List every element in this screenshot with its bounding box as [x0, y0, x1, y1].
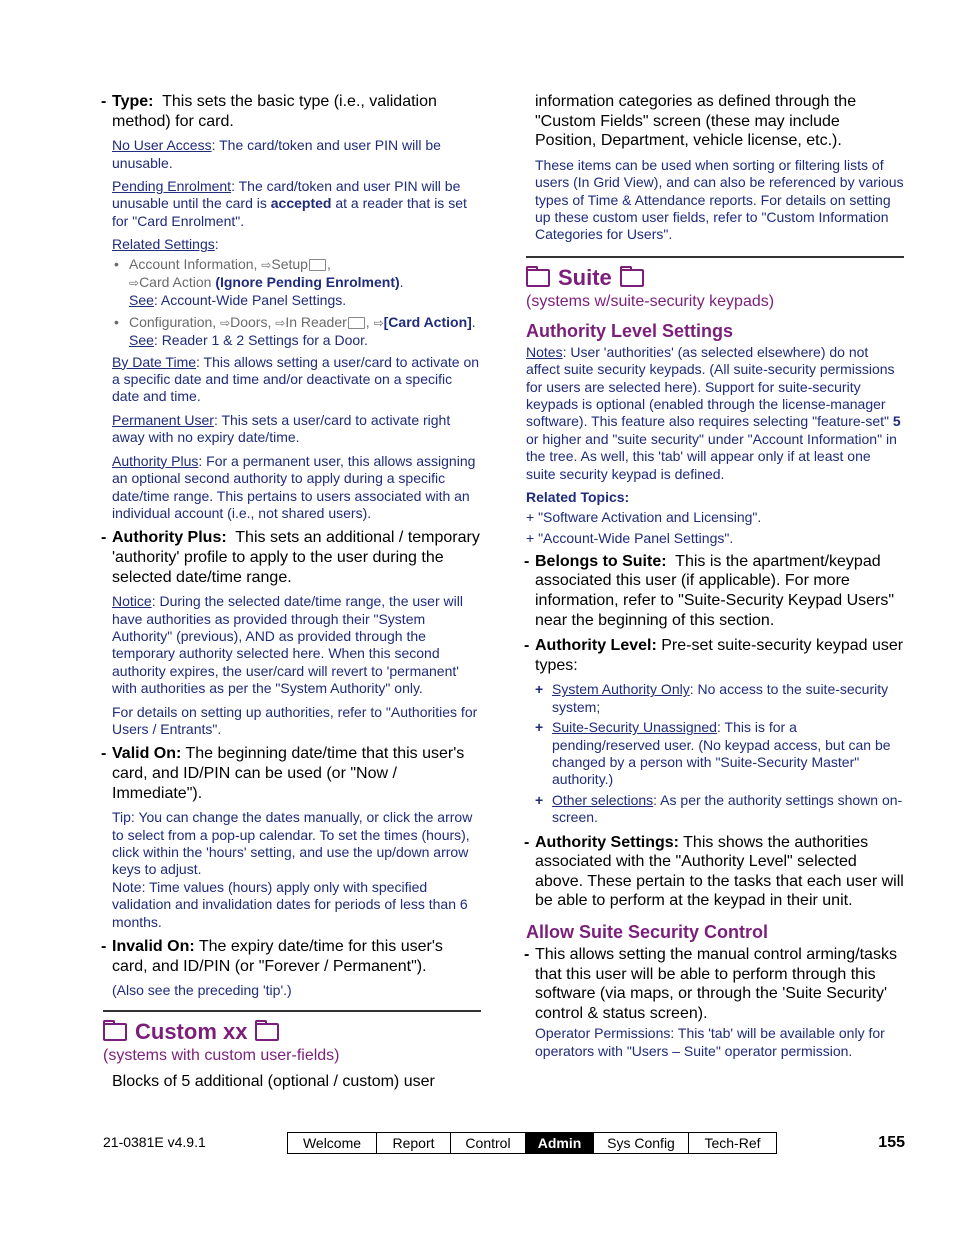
notes-note [526, 344, 904, 483]
authority-level-item: - Authority Level: Pre-set suite-security keypad user types: [524, 637, 904, 674]
nav-sys-config[interactable]: Sys Config [594, 1133, 689, 1153]
arrow-right-icon: ⇨ [373, 315, 384, 330]
allow-suite-item: - This allows setting the manual control arming/tasks that this user will be able to perform through this software (via maps, or through the 'Suite Security' control & status screen). [524, 946, 897, 1022]
valid-on-item: - Valid On: The beginning date/time that this user's card, and ID/PIN can be used (or "Now / Immediate"). [101, 745, 465, 802]
notes-text: : User 'authorities' (as selected elsewhere) do not affect suite security keypads. (All suite-security permissions for users are selected here). Support for suite-security keypads is optional (enabled through the license-manager software). This feature also requires selecting "feature-set" [526, 343, 895, 430]
arrow-right-icon: ⇨ [275, 315, 286, 330]
authority-plus-link[interactable]: Authority Plus [112, 452, 199, 469]
option-2-text: : This is for a pending/reserved user. (No keypad access, but can be changed by a person with "Suite-Security Master" authority.) [552, 719, 891, 788]
right-column [526, 92, 904, 1066]
arrow-right-icon: ⇨ [261, 257, 272, 272]
notice-note [112, 593, 481, 697]
type-label: Type: [112, 93, 154, 110]
custom-section-title [103, 1020, 481, 1044]
permanent-link[interactable]: Permanent User [112, 411, 214, 428]
rel1-see-link[interactable]: See [129, 292, 154, 309]
details-note: For details on setting up authorities, refer to "Authorities for Users / Entrants". [112, 703, 478, 737]
authority-plus-item: - Authority Plus: This sets an additional / temporary 'authority' profile to apply to the user during the selected date/time range. [101, 529, 480, 586]
arrow-right-icon: ⇨ [129, 276, 140, 291]
related-colon: : [214, 236, 219, 253]
section-divider [103, 1010, 481, 1012]
custom-text: Blocks of 5 additional (optional / custom) user [112, 1072, 435, 1090]
pending-text-2: at a reader that is set for "Card Enrolment". [112, 195, 467, 229]
related-topic-2[interactable]: + "Account-Wide Panel Settings". [526, 530, 734, 547]
authority-level-text: Pre-set suite-security keypad user types: [535, 637, 904, 674]
option-system-authority-only [535, 681, 904, 716]
page-number: 155 [878, 1134, 905, 1151]
authority-settings-item: - Authority Settings: This shows the authorities associated with the "Authority Level" selected above. These pertain to the tasks that each user will be able to perform at the keypad in their unit. [524, 833, 904, 910]
invalid-on-item: - Invalid On: The expiry date/time for this user's card, and ID/PIN (or "Forever / Permanent"). [101, 937, 443, 975]
suite-subtitle: (systems w/suite-security keypads) [526, 292, 775, 310]
by-date-note [112, 354, 481, 406]
section-divider [526, 256, 904, 258]
page-footer [103, 1132, 905, 1154]
related-item-2: • Configuration, ⇨Doors, ⇨In Reader , ⇨[Card Action]. See: Reader 1 & 2 Settings for a Door. [112, 314, 481, 350]
invalid-on-text: The expiry date/time for this user's card, and ID/PIN (or "Forever / Permanent"). [112, 937, 443, 975]
invalid-on-label: Invalid On: [112, 937, 195, 955]
rel1-text: Account Information, [129, 255, 262, 272]
authority-level-heading: Authority Level Settings [526, 320, 734, 341]
option-other-selections [535, 792, 904, 827]
notes-bold: 5 [892, 413, 901, 430]
arrow-right-icon: ⇨ [220, 315, 231, 330]
rel1-bold: (Ignore Pending Enrolment) [215, 274, 400, 291]
no-user-access-note [112, 137, 481, 172]
notes-link[interactable]: Notes [526, 343, 563, 360]
pending-note [112, 178, 481, 230]
also-see-note: (Also see the preceding 'tip'.) [112, 982, 292, 999]
folder-icon [620, 269, 644, 287]
related-settings-list [112, 256, 481, 350]
valid-on-text: The beginning date/time that this user's card, and ID/PIN can be used (or "Now / Immediate"). [112, 745, 465, 802]
notice-link[interactable]: Notice [112, 593, 152, 610]
folder-icon [309, 259, 326, 271]
authority-plus-note [112, 453, 481, 523]
folder-icon [103, 1023, 127, 1041]
permanent-text: : This sets a user/card to activate right away with no expiry date/time. [112, 411, 451, 446]
pending-link[interactable]: Pending Enrolment [112, 178, 232, 194]
folder-icon [348, 317, 365, 329]
nav-welcome[interactable]: Welcome [288, 1133, 377, 1153]
folder-icon [255, 1023, 279, 1041]
related-topics-heading: Related Topics: [526, 489, 630, 506]
rel1-setup: Setup [271, 255, 308, 272]
custom-continued-text: information categories as defined through the "Custom Fields" screen (these may include Position, Department, vehicle license, etc.). [535, 93, 857, 150]
option-3-text: : As per the authority settings shown on-screen. [552, 791, 903, 826]
option-3-link[interactable]: Other selections [552, 791, 654, 808]
option-suite-security-unassigned [535, 719, 904, 789]
related-topic-1[interactable]: + "Software Activation and Licensing". [526, 509, 762, 526]
rel2-see-text: : Reader 1 & 2 Settings for a Door. [153, 332, 368, 349]
suite-section-title [526, 266, 904, 290]
permanent-note [112, 412, 481, 447]
rel2-in-reader: In Reader [285, 313, 347, 330]
no-user-access-text: : The card/token and user PIN will be unusable. [112, 137, 441, 171]
authority-level-options [535, 681, 904, 826]
type-text: This sets the basic type (i.e., validation method) for card. [112, 93, 437, 130]
authority-plus-label: Authority Plus: [112, 529, 227, 547]
custom-subtitle: (systems with custom user-fields) [103, 1046, 340, 1064]
rel1-see-text: : Account-Wide Panel Settings. [153, 292, 347, 309]
custom-title-text: Custom xx [135, 1018, 248, 1044]
option-2-link[interactable]: Suite-Security Unassigned [552, 719, 717, 736]
nav-admin[interactable]: Admin [526, 1133, 594, 1153]
document-id: 21-0381E v4.9.1 [103, 1134, 206, 1150]
rel2-text: Configuration, [129, 313, 221, 330]
belongs-text: This is the apartment/keypad associated this user (if applicable). For more information, refer to "Suite-Security Keypad Users" near the beginning of this section. [535, 552, 895, 629]
nav-report[interactable]: Report [377, 1133, 451, 1153]
related-item-1: • Account Information, ⇨Setup , ⇨Card Action (Ignore Pending Enrolment). See: Account-Wide Panel Settings. [112, 256, 481, 310]
operator-permissions-note: Operator Permissions: This 'tab' will be available only for operators with "Users – Suite" operator permission. [535, 1025, 885, 1059]
custom-items-note: These items can be used when sorting or filtering lists of users (In Grid View), and can also be referenced by various types of Time & Attendance reports. For details on setting up these custom user fields, refer to "Custom Information Categories for Users". [535, 156, 904, 243]
related-settings-link[interactable]: Related Settings [112, 236, 215, 253]
suite-title-text: Suite [558, 264, 612, 290]
pending-bold: accepted [270, 195, 332, 212]
belongs-to-suite-item: - Belongs to Suite: This is the apartment/keypad associated this user (if applicable). For more information, refer to "Suite-Security Keypad Users" near the beginning of this section. [524, 552, 895, 629]
allow-suite-heading: Allow Suite Security Control [526, 922, 769, 943]
pending-text: : The card/token and user PIN will be unusable until the card is [112, 178, 461, 212]
authority-plus-desc: This sets an additional / temporary 'authority' profile to apply to the user during the selected date/time range. [112, 529, 480, 586]
no-user-access-link[interactable]: No User Access [112, 137, 212, 154]
nav-control[interactable]: Control [451, 1133, 526, 1153]
footer-nav [287, 1132, 777, 1154]
rel2-doors: Doors, [230, 313, 276, 330]
rel2-see-link[interactable]: See [129, 332, 154, 349]
option-1-link[interactable]: System Authority Only [552, 681, 690, 698]
folder-icon [526, 269, 550, 287]
authority-plus-text: : For a permanent user, this allows assigning an optional second authority to apply during a specific date/time range. This pertains to users associated with an individual account (i.e., not shared users). [112, 452, 476, 521]
authority-level-label: Authority Level: [535, 637, 657, 655]
valid-on-label: Valid On: [112, 745, 182, 763]
type-item: - Type: This sets the basic type (i.e., validation method) for card. [101, 93, 437, 130]
notes-text-2: or higher and "suite security" under "Account Information" in the tree. As well, this 'tab' will appear only if at least one suite security keypad is defined. [526, 430, 897, 482]
allow-suite-text: This allows setting the manual control arming/tasks that this user will be able to perform through this software (via maps, or through the 'Suite Security' control & status screen). [535, 946, 897, 1022]
related-settings-heading [112, 236, 481, 253]
belongs-label: Belongs to Suite: [535, 552, 667, 570]
left-column [103, 92, 481, 1097]
rel2-bold: [Card Action] [383, 313, 472, 330]
authority-settings-text: This shows the authorities associated with the "Authority Level" selected above. These pertain to the tasks that each user will be able to perform at the keypad in their unit. [535, 833, 904, 910]
time-note: Note: Time values (hours) apply only with specified validation and invalidation dates for periods of less than 6 months. [112, 878, 468, 930]
by-date-text: : This allows setting a user/card to activate on a specific date and time and/or deactivate on a specific date and time. [112, 353, 480, 405]
nav-tech-ref[interactable]: Tech-Ref [704, 1135, 761, 1151]
option-1-text: : No access to the suite-security system; [552, 681, 889, 715]
notice-text: : During the selected date/time range, the user will have authorities as provided through their "System Authority" (previous), AND as provided through the temporary authority selected here. When this second authority expires, the user/card will revert to 'permanent' with authorities as per the "System Authority" only. [112, 593, 463, 697]
authority-settings-label: Authority Settings: [535, 833, 679, 851]
by-date-link[interactable]: By Date Time [112, 353, 197, 370]
rel1-card-action: Card Action [139, 274, 216, 291]
tip-note: Tip: You can change the dates manually, or click the arrow to select from a pop-up calendar. To set the times (hours), click within the 'hours' setting, and use the up/down arrow keys to adjust. [112, 809, 473, 878]
